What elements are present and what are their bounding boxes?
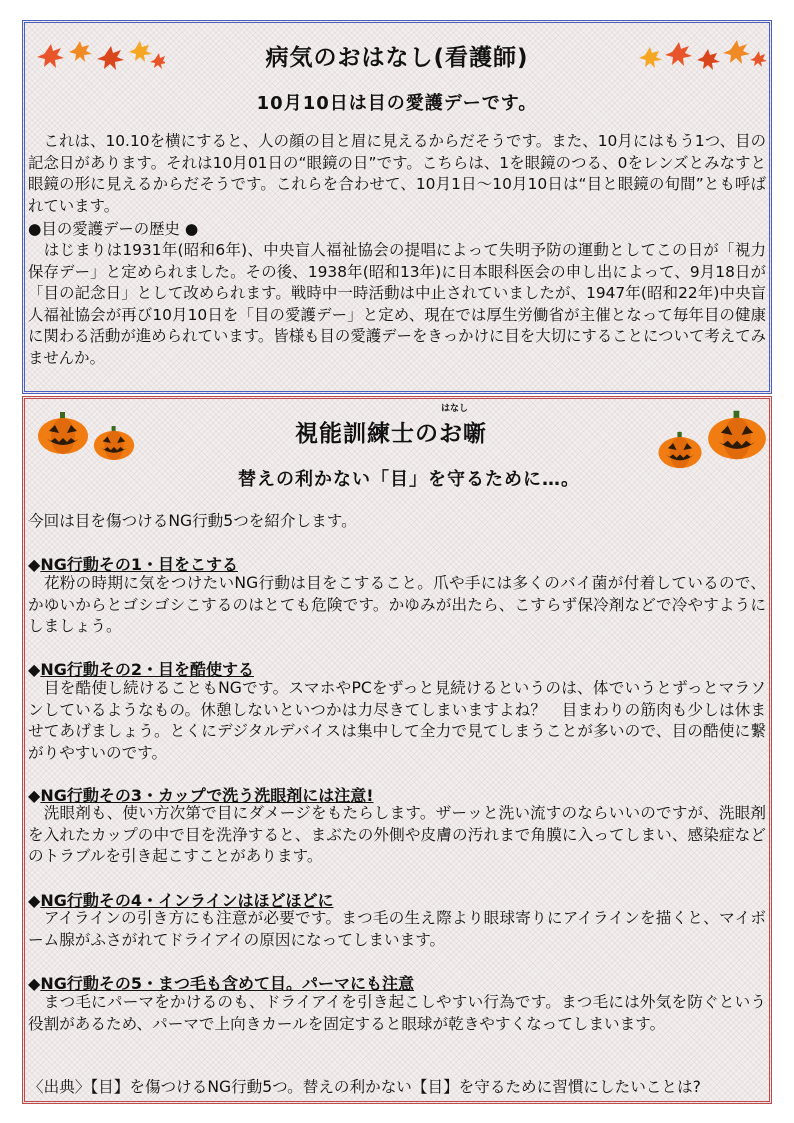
eye-day-intro-paragraph: これは、10.10を横にすると、人の顔の目と眉に見えるからだそうです。また、10月にはもう1つ、目の記念日があります。それは10月01日の“眼鏡の日”です。こちらは、1を眼鏡のつる、0をレンズとみなすと眼鏡の形に見えるからだそうです。これらを合わせて、10月1日～10月10日は“目と眼鏡の旬間”とも呼ばれています。 xyxy=(28,132,766,215)
eye-day-history-heading: ●目の愛護デーの歴史 ● xyxy=(28,220,199,238)
nurse-article-title: 病気のおはなし(看護師) xyxy=(265,45,529,71)
ng-item-5-text: まつ毛にパーマをかけるのも、ドライアイを引き起こしやすい行為です。まつ毛には外気を防ぐという役割があるため、パーマで上向きカールを固定すると眼球が乾きやすくなってしまいます。 xyxy=(28,993,766,1033)
ng-item-2-title: NG行動その2・目を酷使する xyxy=(40,660,254,679)
ng-item-4-text: アイラインの引き方にも注意が必要です。まつ毛の生え際より眼球寄りにアイラインを描くと、マイボーム腺がふさがれてドライアイの原因になってしまいます。 xyxy=(28,909,766,949)
ng-item-2-heading xyxy=(28,657,254,680)
ng-item-1-title: NG行動その1・目をこする xyxy=(40,555,238,574)
ng-intro-paragraph: 今回は目を傷つけるNG行動5つを紹介します。 xyxy=(28,512,357,530)
ng-item-4-title: NG行動その4・インラインはほどほどに xyxy=(40,891,334,910)
orthoptist-article-title: 視能訓練士のお噺 xyxy=(295,421,487,447)
ng-item-2-text: 目を酷使し続けることもNGです。スマホやPCをずっと見続けるというのは、体でいうとずっとマラソンしているようなもの。休憩しないといつかは力尽きてしまいますよね？ 目まわりの筋肉も少しは休ませてあげましょう。とくにデジタルデバイスは集中して全力で見てしまうことが多いので、目の酷使に繋がりやすいのです。 xyxy=(28,679,766,762)
ng-item-5-title: NG行動その5・まつ毛も含めて目。パーマにも注意 xyxy=(40,974,414,993)
nurse-article-box xyxy=(22,20,772,394)
diamond-bullet-icon: ◆ xyxy=(28,786,41,805)
orthoptist-article-box xyxy=(22,396,772,1104)
nurse-article-subtitle: 10月10日は目の愛護デーです。 xyxy=(256,93,538,114)
eye-day-history-paragraph: はじまりは1931年(昭和6年)、中央盲人福祉協会の提唱によって失明予防の運動としてこの日が「視力保存デー」と定められました。その後、1938年(昭和13年)に日本眼科医会の申し出によって、9月18日が「目の記念日」として改められます。戦時中一時活動は中止されていましたが、1947年(昭和22年)中央盲人福祉協会が再び10月10日を「目の愛護デー」と定め、現在では厚生労働省が主催となって毎年目の健康に関わる活動が進められています。皆様も目の愛護デーをきっかけに目を大切にすることについて考えてみませんか。 xyxy=(28,241,766,367)
ng-item-3-title: NG行動その3・カップで洗う洗眼剤には注意! xyxy=(40,786,374,805)
diamond-bullet-icon: ◆ xyxy=(28,974,41,993)
orthoptist-article-subtitle: 替えの利かない「目」を守るために…。 xyxy=(238,469,580,490)
source-citation: 〈出典〉【目】を傷つけるNG行動5つ。替えの利かない【目】を守るために習慣にしたいことは? xyxy=(28,1078,701,1096)
ng-item-1-text: 花粉の時期に気をつけたいNG行動は目をこすること。爪や手には多くのバイ菌が付着しているので、かゆいからとゴシゴシこするのはとても危険です。かゆみが出たら、こすらず保冷剤などで冷やすようにしましょう。 xyxy=(28,574,766,635)
ng-item-1-heading xyxy=(28,552,238,575)
diamond-bullet-icon: ◆ xyxy=(28,555,41,574)
title-ruby: はなし xyxy=(441,404,469,414)
diamond-bullet-icon: ◆ xyxy=(28,891,41,910)
diamond-bullet-icon: ◆ xyxy=(28,660,41,679)
ng-item-3-text: 洗眼剤も、使い方次第で目にダメージをもたらします。ザーッと洗い流すのならいいのですが、洗眼剤を入れたカップの中で目を洗浄すると、まぶたの外側や皮膚の汚れまで角膜に入ってしまい、感染症などのトラブルを引き起こすことがあります。 xyxy=(28,804,766,865)
ng-item-5-heading xyxy=(28,971,414,994)
